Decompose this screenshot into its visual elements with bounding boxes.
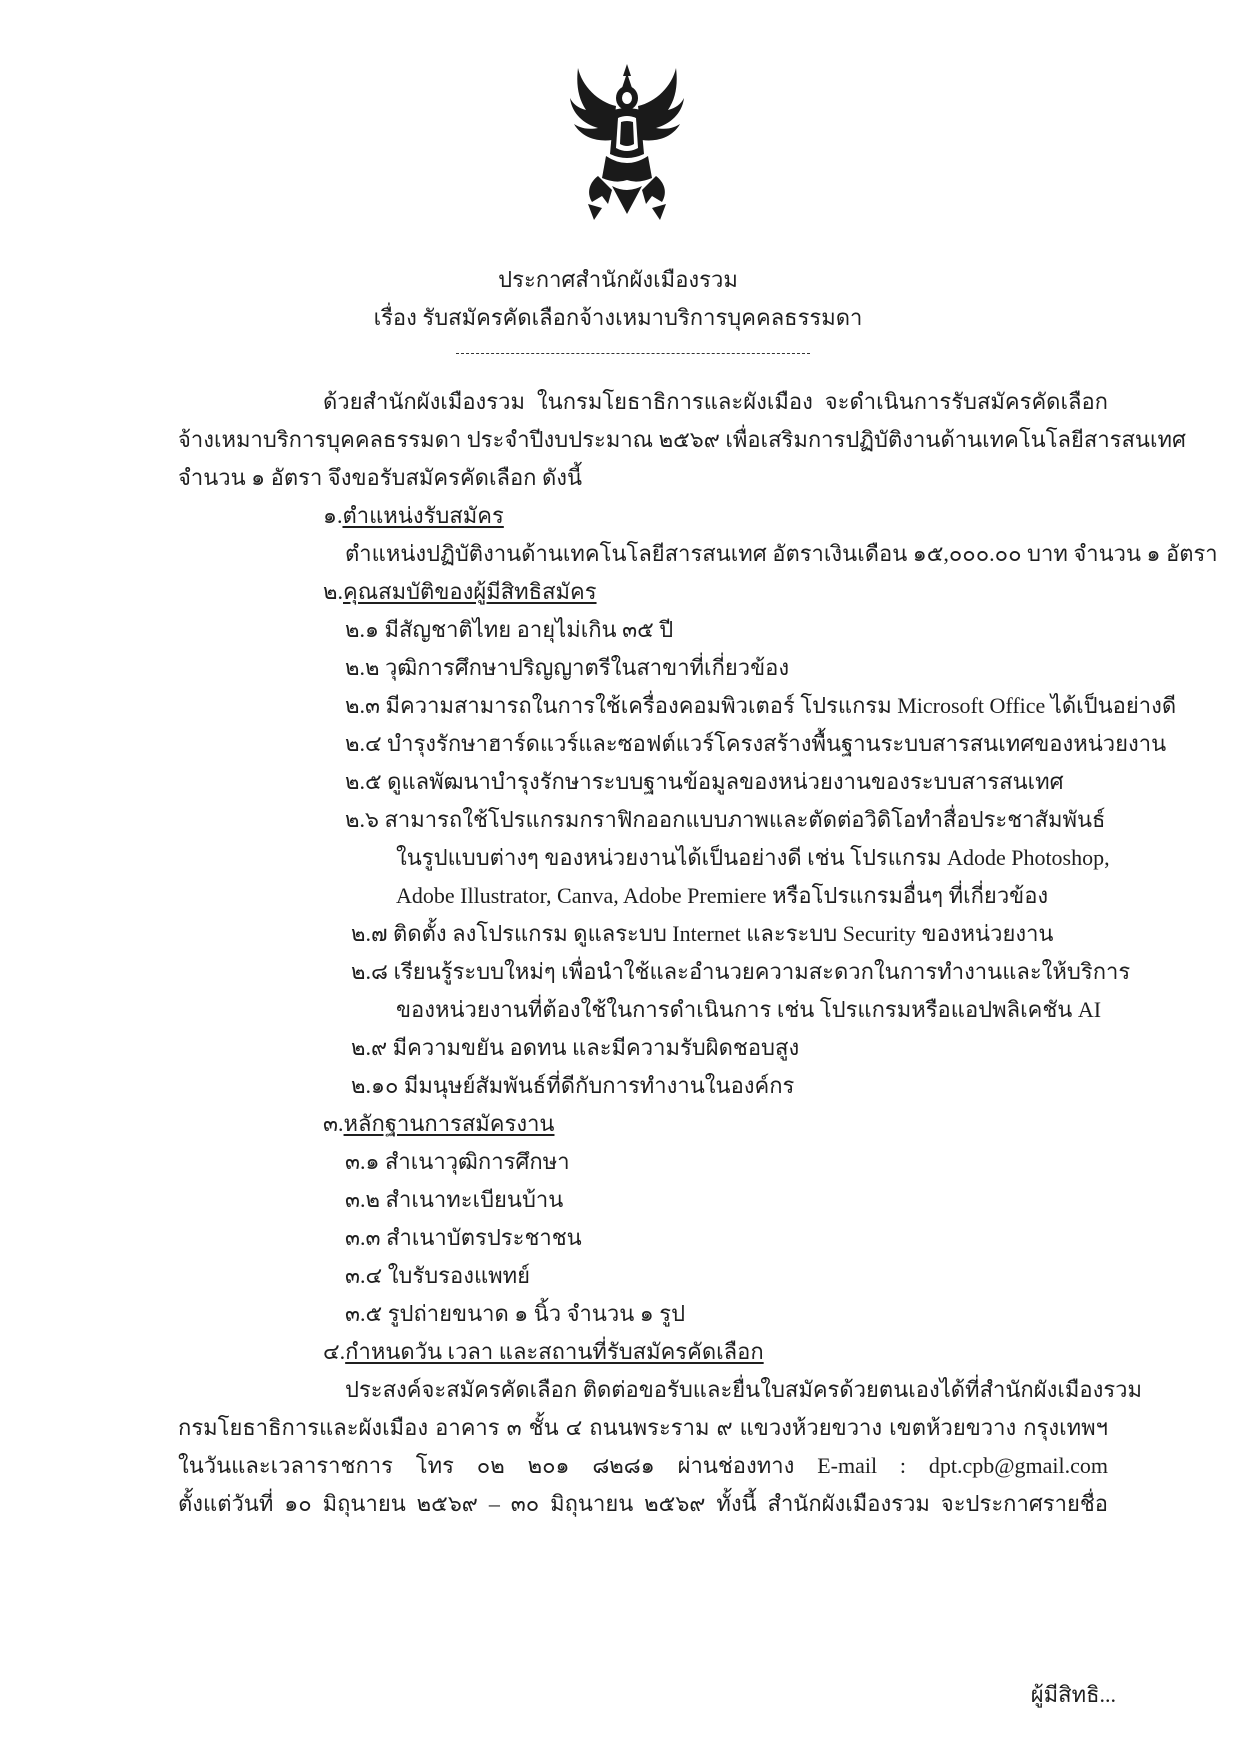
- section-1-heading: [323, 501, 504, 531]
- title-divider: [456, 353, 810, 354]
- garuda-emblem-icon: [568, 62, 686, 222]
- section-2-number: ๒.: [323, 579, 344, 604]
- list-item: ๓.๑ สำเนาวุฒิการศึกษา: [345, 1149, 570, 1174]
- list-item-continuation: ในรูปแบบต่างๆ ของหน่วยงานได้เป็นอย่างดี เช่น โปรแกรม Adode Photoshop,: [396, 845, 1110, 870]
- intro-line-3: จำนวน ๑ อัตรา จึงขอรับสมัครคัดเลือก ดังนี้: [178, 465, 583, 490]
- section-1-text: ตำแหน่งปฏิบัติงานด้านเทคโนโลยีสารสนเทศ อัตราเงินเดือน ๑๕,๐๐๐.๐๐ บาท จำนวน ๑ อัตรา: [345, 541, 1218, 566]
- list-item: ๓.๓ สำเนาบัตรประชาชน: [345, 1225, 582, 1250]
- list-item: ๒.๕ ดูแลพัฒนาบำรุงรักษาระบบฐานข้อมูลของหน่วยงานของระบบสารสนเทศ: [345, 769, 1064, 794]
- intro-line-1: ด้วยสำนักผังเมืองรวม ในกรมโยธาธิการและผังเมือง จะดำเนินการรับสมัครคัดเลือก: [323, 389, 1108, 414]
- section-4-heading: [323, 1337, 764, 1367]
- list-item: ๒.๒ วุฒิการศึกษาปริญญาตรีในสาขาที่เกี่ยวข้อง: [345, 655, 790, 680]
- list-item: ๒.๙ มีความขยัน อดทน และมีความรับผิดชอบสูง: [351, 1035, 800, 1060]
- section-4-line-2: กรมโยธาธิการและผังเมือง อาคาร ๓ ชั้น ๔ ถนนพระราม ๙ แขวงห้วยขวาง เขตห้วยขวาง กรุงเทพฯ: [178, 1415, 1108, 1440]
- section-1-number: ๑.: [323, 503, 343, 528]
- section-1-title: ตำแหน่งรับสมัคร: [342, 503, 504, 528]
- section-2-title: คุณสมบัติของผู้มีสิทธิสมัคร: [343, 579, 597, 604]
- list-item: ๒.๔ บำรุงรักษาฮาร์ดแวร์และซอฟต์แวร์โครงสร้างพื้นฐานระบบสารสนเทศของหน่วยงาน: [345, 731, 1167, 756]
- section-4-line-1: ประสงค์จะสมัครคัดเลือก ติดต่อขอรับและยื่นใบสมัครด้วยตนเองได้ที่สำนักผังเมืองรวม: [345, 1377, 1142, 1402]
- section-4-line-3: ในวันและเวลาราชการ โทร ๐๒ ๒๐๑ ๘๒๘๑ ผ่านช่องทาง E-mail : dpt.cpb@gmail.com: [178, 1453, 1108, 1478]
- list-item: ๓.๕ รูปถ่ายขนาด ๑ นิ้ว จำนวน ๑ รูป: [345, 1301, 686, 1326]
- section-4-number: ๔.: [323, 1339, 346, 1364]
- section-2-heading: [323, 577, 597, 607]
- list-item-continuation: ของหน่วยงานที่ต้องใช้ในการดำเนินการ เช่น โปรแกรมหรือแอปพลิเคชัน AI: [396, 997, 1102, 1022]
- announcement-subject: เรื่อง รับสมัครคัดเลือกจ้างเหมาบริการบุคคลธรรมดา: [373, 305, 863, 330]
- section-3-heading: [323, 1109, 554, 1139]
- section-4-title: กำหนดวัน เวลา และสถานที่รับสมัครคัดเลือก: [345, 1339, 764, 1364]
- list-item-continuation: Adobe Illustrator, Canva, Adobe Premiere หรือโปรแกรมอื่นๆ ที่เกี่ยวข้อง: [396, 883, 1049, 908]
- list-item: ๒.๑๐ มีมนุษย์สัมพันธ์ที่ดีกับการทำงานในองค์กร: [351, 1073, 795, 1098]
- section-4-line-4: ตั้งแต่วันที่ ๑๐ มิถุนายน ๒๕๖๙ – ๓๐ มิถุนายน ๒๕๖๙ ทั้งนี้ สำนักผังเมืองรวม จะประกาศรายชื่อ: [178, 1491, 1108, 1516]
- list-item: ๓.๔ ใบรับรองแพทย์: [345, 1263, 531, 1288]
- section-3-number: ๓.: [323, 1111, 344, 1136]
- announcement-title: ประกาศสำนักผังเมืองรวม: [498, 267, 738, 292]
- list-item: ๓.๒ สำเนาทะเบียนบ้าน: [345, 1187, 564, 1212]
- intro-line-2: จ้างเหมาบริการบุคคลธรรมดา ประจำปีงบประมาณ ๒๕๖๙ เพื่อเสริมการปฏิบัติงานด้านเทคโนโลยีสารสนเทศ: [178, 427, 1186, 452]
- list-item: ๒.๖ สามารถใช้โปรแกรมกราฟิกออกแบบภาพและตัดต่อวิดิโอทำสื่อประชาสัมพันธ์: [345, 807, 1106, 832]
- list-item: ๒.๗ ติดตั้ง ลงโปรแกรม ดูแลระบบ Internet และระบบ Security ของหน่วยงาน: [351, 921, 1054, 946]
- continuation-text: ผู้มีสิทธิ...: [1030, 1682, 1116, 1707]
- list-item: ๒.๘ เรียนรู้ระบบใหม่ๆ เพื่อนำใช้และอำนวยความสะดวกในการทำงานและให้บริการ: [351, 959, 1131, 984]
- list-item: ๒.๑ มีสัญชาติไทย อายุไม่เกิน ๓๕ ปี: [345, 617, 674, 642]
- list-item: ๒.๓ มีความสามารถในการใช้เครื่องคอมพิวเตอร์ โปรแกรม Microsoft Office ได้เป็นอย่างดี: [345, 693, 1177, 718]
- section-3-title: หลักฐานการสมัครงาน: [343, 1111, 555, 1136]
